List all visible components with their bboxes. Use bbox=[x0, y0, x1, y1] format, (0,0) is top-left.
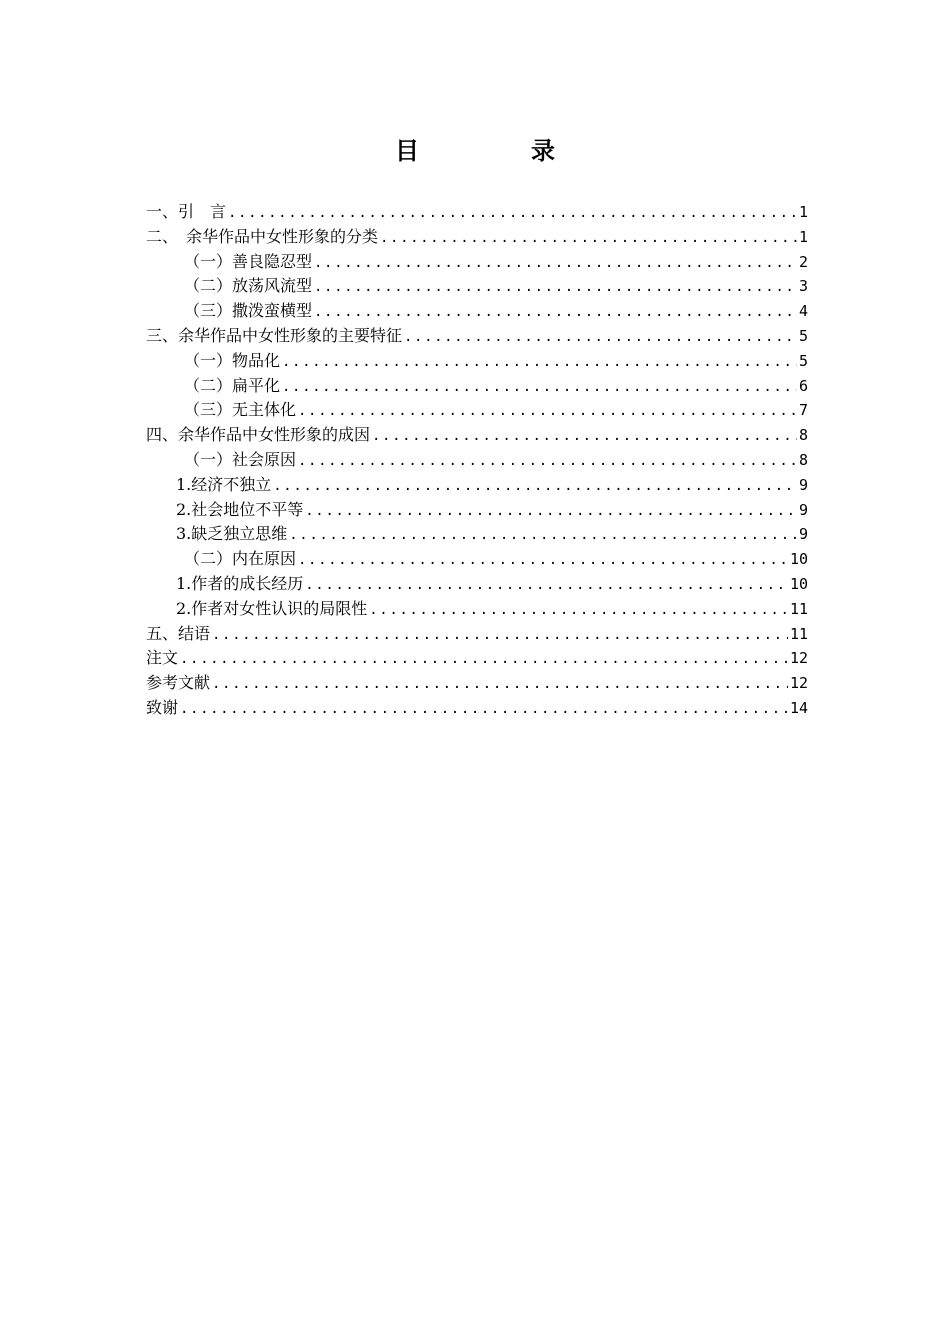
toc-dot-leader bbox=[180, 647, 788, 671]
toc-entry-page-number: 12 bbox=[789, 674, 808, 693]
toc-dot-leader bbox=[298, 449, 797, 473]
toc-dot-leader bbox=[298, 548, 788, 572]
toc-dot-leader bbox=[282, 350, 797, 374]
toc-dot-leader bbox=[273, 474, 797, 498]
table-of-contents bbox=[146, 200, 808, 721]
toc-entry-page-number: 7 bbox=[798, 401, 808, 420]
toc-entry[interactable] bbox=[146, 498, 808, 523]
toc-entry-page-number: 9 bbox=[798, 475, 808, 494]
toc-dot-leader bbox=[289, 523, 797, 547]
toc-entry[interactable] bbox=[146, 398, 808, 423]
toc-dot-leader bbox=[380, 226, 797, 250]
toc-dot-leader bbox=[314, 251, 797, 275]
toc-entry[interactable] bbox=[146, 696, 808, 721]
toc-entry-page-number: 1 bbox=[798, 227, 808, 246]
toc-dot-leader bbox=[212, 623, 788, 647]
toc-dot-leader bbox=[212, 672, 788, 696]
toc-entry-page-number: 10 bbox=[789, 550, 808, 569]
toc-entry-page-number: 10 bbox=[789, 574, 808, 593]
toc-entry-label: 1.作者的成长经历 bbox=[176, 573, 304, 593]
page-title: 目 录 bbox=[395, 137, 599, 165]
toc-entry-page-number: 8 bbox=[798, 426, 808, 445]
toc-entry[interactable] bbox=[146, 423, 808, 448]
toc-entry-page-number: 8 bbox=[798, 450, 808, 469]
toc-entry[interactable] bbox=[146, 200, 808, 225]
toc-entry-label: 2.作者对女性认识的局限性 bbox=[176, 598, 368, 618]
toc-entry[interactable] bbox=[146, 225, 808, 250]
toc-dot-leader bbox=[305, 499, 797, 523]
toc-entry[interactable] bbox=[146, 349, 808, 374]
toc-entry[interactable] bbox=[146, 250, 808, 275]
toc-entry-label: （一）物品化 bbox=[184, 350, 281, 370]
toc-entry-label: 参考文献 bbox=[146, 673, 211, 693]
toc-entry-page-number: 9 bbox=[798, 525, 808, 544]
toc-entry[interactable] bbox=[146, 522, 808, 547]
toc-dot-leader bbox=[314, 275, 797, 299]
toc-entry-label: （二）放荡风流型 bbox=[184, 276, 313, 296]
toc-entry[interactable] bbox=[146, 547, 808, 572]
toc-entry[interactable] bbox=[146, 324, 808, 349]
toc-entry-label: 3.缺乏独立思维 bbox=[176, 524, 288, 544]
toc-entry-page-number: 5 bbox=[798, 351, 808, 370]
toc-entry-label: （一）社会原因 bbox=[184, 449, 297, 469]
toc-dot-leader bbox=[369, 598, 788, 622]
toc-dot-leader bbox=[282, 375, 797, 399]
toc-dot-leader bbox=[372, 424, 797, 448]
toc-entry-label: 一、引 言 bbox=[146, 202, 227, 221]
toc-dot-leader bbox=[314, 300, 797, 324]
toc-entry[interactable] bbox=[146, 671, 808, 696]
toc-entry-label: 致谢 bbox=[146, 697, 179, 717]
toc-entry-label: （二）扁平化 bbox=[184, 375, 281, 395]
toc-entry-page-number: 4 bbox=[798, 302, 808, 321]
toc-entry-page-number: 11 bbox=[789, 624, 808, 643]
toc-dot-leader bbox=[404, 325, 797, 349]
toc-entry-page-number: 11 bbox=[789, 599, 808, 618]
toc-entry[interactable] bbox=[146, 274, 808, 299]
toc-entry[interactable] bbox=[146, 572, 808, 597]
toc-entry-label: 四、余华作品中女性形象的成因 bbox=[146, 425, 371, 445]
toc-dot-leader bbox=[298, 399, 797, 423]
toc-dot-leader bbox=[180, 697, 788, 721]
toc-entry-page-number: 12 bbox=[789, 649, 808, 668]
toc-entry[interactable] bbox=[146, 374, 808, 399]
toc-entry-label: （一）善良隐忍型 bbox=[184, 251, 313, 271]
toc-entry-page-number: 3 bbox=[798, 277, 808, 296]
toc-entry[interactable] bbox=[146, 473, 808, 498]
toc-entry[interactable] bbox=[146, 646, 808, 671]
toc-entry-page-number: 6 bbox=[798, 376, 808, 395]
toc-entry-page-number: 9 bbox=[798, 500, 808, 519]
toc-entry-label: （二）内在原因 bbox=[184, 549, 297, 569]
toc-entry-label: 2.社会地位不平等 bbox=[176, 499, 304, 519]
toc-entry-label: 1.经济不独立 bbox=[176, 474, 272, 494]
toc-entry-page-number: 2 bbox=[798, 252, 808, 271]
toc-entry-label: （三）无主体化 bbox=[184, 400, 297, 420]
toc-entry-page-number: 5 bbox=[798, 326, 808, 345]
toc-dot-leader bbox=[305, 573, 788, 597]
toc-entry-page-number: 14 bbox=[789, 698, 808, 717]
toc-entry-label: 三、余华作品中女性形象的主要特征 bbox=[146, 325, 403, 345]
toc-dot-leader bbox=[228, 201, 797, 225]
toc-entry-page-number: 1 bbox=[798, 203, 808, 221]
toc-entry[interactable] bbox=[146, 622, 808, 647]
toc-entry-label: 五、结语 bbox=[146, 623, 211, 643]
toc-entry[interactable] bbox=[146, 448, 808, 473]
toc-entry[interactable] bbox=[146, 597, 808, 622]
toc-entry-label: 注文 bbox=[146, 648, 179, 668]
toc-entry-label: （三）撒泼蛮横型 bbox=[184, 301, 313, 321]
toc-entry-label: 二、 余华作品中女性形象的分类 bbox=[146, 226, 379, 246]
toc-entry[interactable] bbox=[146, 299, 808, 324]
